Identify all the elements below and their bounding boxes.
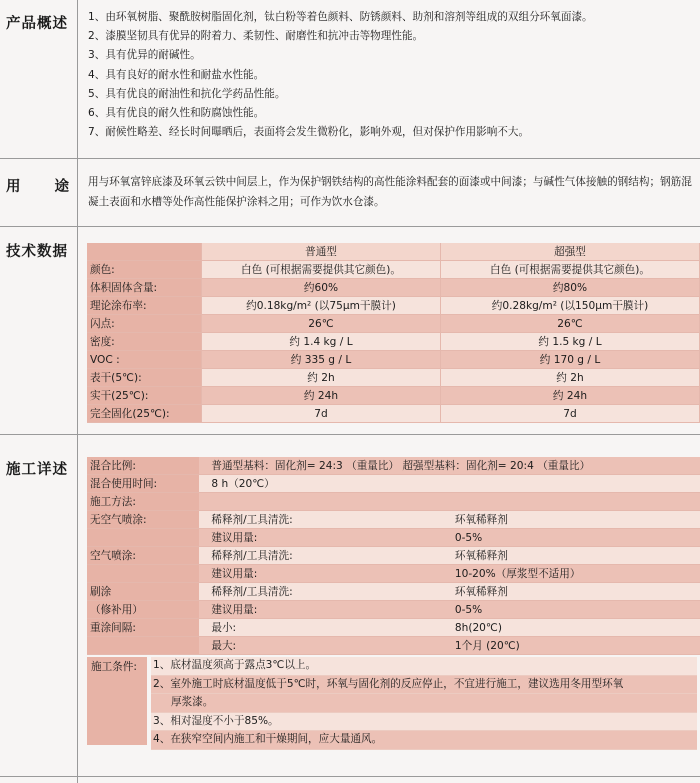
header-cell: 超强型 — [441, 243, 700, 261]
row-value: 约 1.4 kg / L — [202, 333, 441, 351]
table-row — [87, 601, 700, 619]
row-label: 表干(5℃): — [87, 369, 202, 387]
row-value: 环氧稀释剂 — [452, 583, 700, 601]
tech-table — [87, 243, 700, 423]
application-table — [87, 457, 700, 655]
table-row — [87, 297, 700, 315]
table-row — [87, 619, 700, 637]
row-value: 7d — [202, 405, 441, 423]
row-value: 环氧稀释剂 — [452, 547, 700, 565]
list-item: 4、在狭窄空间内施工和干燥期间，应大量通风。 — [151, 731, 697, 750]
row-value: 7d — [441, 405, 700, 423]
list-item: 1、由环氧树脂、聚酰胺树脂固化剂，钛白粉等着色颜料、防锈颜料、助剂和溶剂等组成的双组分环氧面漆。 — [88, 11, 593, 23]
list-item: 2、漆膜坚韧具有优异的附着力、柔韧性、耐磨性和抗冲击等物理性能。 — [88, 30, 424, 43]
section-divider — [0, 226, 700, 227]
row-label: 建议用量: — [199, 529, 451, 547]
usage-text: 用与环氧富锌底漆及环氧云铁中间层上，作为保护钢铁结构的高性能涂料配套的面漆或中间漆；与碱性气体接触的钢结构；钢筋混凝土表面和水槽等处作高性能保护涂料之用；可作为饮水仓漆。 — [88, 176, 692, 208]
table-row — [87, 529, 700, 547]
table-row — [87, 315, 700, 333]
section-divider — [0, 434, 700, 435]
row-label: 施工方法: — [87, 493, 199, 511]
list-item: 4、具有良好的耐水性和耐盐水性能。 — [88, 68, 265, 81]
row-value: 1个月 (20℃) — [452, 637, 700, 655]
row-label: 完全固化(25℃): — [87, 405, 202, 423]
list-item: 2、室外施工时底材温度低于5℃时，环氧与固化剂的反应停止，不宜进行施工，建议选用冬用型环氧 — [151, 676, 697, 695]
row-label: 稀释剂/工具清洗: — [199, 547, 451, 565]
row-label: 最大: — [199, 637, 451, 655]
tech-title: 技术数据 — [6, 244, 68, 260]
method-name: 空气喷涂: — [87, 547, 199, 565]
table-row — [87, 493, 700, 511]
section-divider — [0, 776, 700, 777]
row-label: 混合比例: — [87, 457, 199, 475]
table-row — [87, 511, 700, 529]
list-item: 1、底材温度须高于露点3℃以上。 — [151, 657, 697, 676]
row-label: 理论涂布率: — [87, 297, 202, 315]
row-value: 约 1.5 kg / L — [441, 333, 700, 351]
row-label: 建议用量: — [199, 565, 451, 583]
table-row — [87, 333, 700, 351]
method-name: 刷涂 — [87, 583, 199, 601]
usage-title-char: 用 — [6, 179, 22, 195]
row-value: 约 335 g / L — [202, 351, 441, 369]
section-divider — [0, 158, 700, 159]
column-divider — [77, 0, 78, 783]
table-row — [87, 565, 700, 583]
list-item: 7、耐候性略差、经长时间曝晒后，表面将会发生微粉化，影响外观，但对保护作用影响不大。 — [88, 126, 530, 139]
table-row — [87, 457, 700, 475]
row-label: 混合使用时间: — [87, 475, 199, 493]
row-value: 约 24h — [441, 387, 700, 405]
row-value: 约 24h — [202, 387, 441, 405]
row-label: 颜色: — [87, 261, 202, 279]
row-value: 约 2h — [202, 369, 441, 387]
pot-life-value: 8 h（20℃） — [199, 475, 700, 493]
row-value: 白色 (可根据需要提供其它颜色)。 — [441, 261, 700, 279]
row-label: 实干(25℃): — [87, 387, 202, 405]
list-item: 厚浆漆。 — [151, 694, 697, 713]
table-row — [87, 475, 700, 493]
table-row — [87, 279, 700, 297]
row-value: 8h(20℃) — [452, 619, 700, 637]
usage-title-char: 途 — [54, 179, 70, 195]
row-value: 10-20%（厚浆型不适用） — [452, 565, 700, 583]
table-row — [87, 387, 700, 405]
table-row — [87, 369, 700, 387]
header-cell: 普通型 — [202, 243, 441, 261]
row-value: 约0.18kg/m² (以75μm干膜计) — [202, 297, 441, 315]
method-name: 无空气喷涂: — [87, 511, 199, 529]
row-value: 26℃ — [441, 315, 700, 333]
row-label: 体积固体含量: — [87, 279, 202, 297]
list-item: 5、具有优良的耐油性和抗化学药品性能。 — [88, 87, 286, 100]
row-value: 约 170 g / L — [441, 351, 700, 369]
list-item: 6、具有优良的耐久性和防腐蚀性能。 — [88, 107, 265, 120]
list-item: 3、具有优异的耐碱性。 — [88, 49, 201, 62]
table-row — [87, 583, 700, 601]
row-value: 白色 (可根据需要提供其它颜色)。 — [202, 261, 441, 279]
row-label: 最小: — [199, 619, 451, 637]
method-name-note: （修补用） — [87, 601, 199, 619]
conditions-list — [151, 657, 697, 750]
row-value: 约60% — [202, 279, 441, 297]
row-value: 约0.28kg/m² (以150μm干膜计) — [441, 297, 700, 315]
row-value: 约 2h — [441, 369, 700, 387]
row-value: 26℃ — [202, 315, 441, 333]
row-label: 建议用量: — [199, 601, 451, 619]
list-item: 3、相对湿度不小于85%。 — [151, 713, 697, 732]
row-label: 闪点: — [87, 315, 202, 333]
row-value: 0-5% — [452, 529, 700, 547]
row-value: 环氧稀释剂 — [452, 511, 700, 529]
table-row — [87, 405, 700, 423]
row-value: 0-5% — [452, 601, 700, 619]
table-row — [87, 637, 700, 655]
header-cell — [87, 243, 202, 261]
overview-title: 产品概述 — [6, 16, 68, 32]
table-header-row — [87, 243, 700, 261]
row-value: 约80% — [441, 279, 700, 297]
row-label: 稀释剂/工具清洗: — [199, 583, 451, 601]
usage-title — [6, 175, 70, 196]
conditions-label: 施工条件: — [87, 657, 147, 745]
row-label: 密度: — [87, 333, 202, 351]
table-row — [87, 351, 700, 369]
row-label: VOC : — [87, 351, 202, 369]
row-label: 稀释剂/工具清洗: — [199, 511, 451, 529]
application-title: 施工详述 — [6, 462, 68, 478]
overview-list — [88, 8, 693, 142]
mix-ratio-value: 普通型基料：固化剂= 24:3 （重量比） 超强型基料：固化剂= 20:4 （重量比） — [199, 457, 700, 475]
table-row — [87, 547, 700, 565]
table-row — [87, 261, 700, 279]
method-name: 重涂间隔: — [87, 619, 199, 637]
